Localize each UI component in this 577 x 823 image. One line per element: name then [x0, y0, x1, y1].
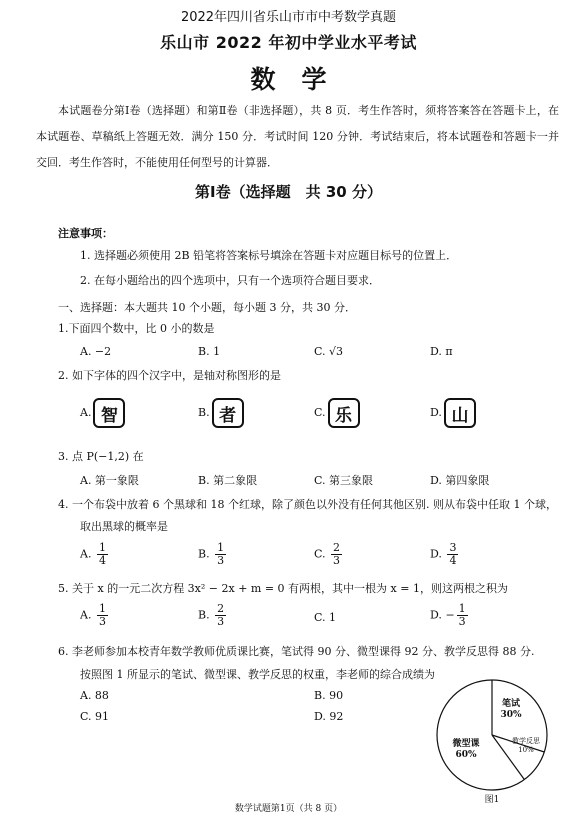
denominator: 3 — [98, 615, 106, 628]
option-label: C. — [314, 547, 326, 561]
question-5-text: 5. 关于 x 的一元二次方程 3x² − 2x + m = 0 有两根，其中一根为 x = 1，则这两根之积为 — [58, 582, 508, 595]
option-label: D. — [430, 406, 442, 419]
denominator: 3 — [217, 554, 225, 567]
option-label: A. — [80, 608, 92, 622]
q3-option-c: C. 第三象限 — [314, 474, 374, 487]
q4-option-b — [198, 542, 228, 567]
question-6-text-cont: 按照图 1 所显示的笔试、微型课、教学反思的权重，李老师的综合成绩为 — [80, 668, 435, 681]
option-value: 1 — [329, 611, 337, 624]
fraction — [215, 603, 226, 628]
option-label: C. — [314, 611, 326, 624]
question-4-text-cont: 取出黑球的概率是 — [80, 520, 168, 533]
option-label: C. — [314, 406, 326, 419]
fraction — [97, 542, 108, 567]
calligraphy-glyph-image: 山 — [444, 398, 476, 428]
option-label: B. — [198, 547, 210, 561]
source-title: 2022年四川省乐山市市中考数学真题 — [180, 10, 397, 25]
numerator: 1 — [217, 541, 225, 554]
pie-label-micro-lesson — [444, 739, 488, 761]
q5-option-a — [80, 603, 110, 628]
denominator: 4 — [98, 554, 106, 567]
denominator: 3 — [333, 554, 341, 567]
q6-option-a: A. 88 — [80, 689, 109, 702]
slice-percent: 10% — [518, 746, 534, 754]
slice-name: 教学反思 — [512, 737, 540, 745]
fraction — [447, 542, 458, 567]
fraction — [97, 603, 108, 628]
numerator: 2 — [333, 541, 341, 554]
note-item: 2. 在每小题给出的四个选项中，只有一个选项符合题目要求． — [80, 274, 380, 287]
q4-option-a — [80, 542, 110, 567]
q5-option-b — [198, 603, 228, 628]
q2-option-a — [80, 398, 125, 428]
q3-option-b: B. 第二象限 — [198, 474, 258, 487]
pie-chart — [434, 677, 550, 793]
pie-label-reflection — [504, 737, 548, 755]
question-1-text: 1.下面四个数中，比 0 小的数是 — [58, 322, 215, 335]
page-footer: 数学试题第1页（共 8 页） — [234, 804, 343, 814]
q3-option-a: A. 第一象限 — [80, 474, 139, 487]
numerator: 2 — [217, 602, 225, 615]
q6-option-c: C. 91 — [80, 710, 110, 723]
option-label: A. — [80, 406, 92, 419]
slice-percent: 30% — [500, 710, 522, 720]
figure-1 — [434, 677, 550, 817]
denominator: 3 — [217, 615, 225, 628]
figure-caption: 图1 — [484, 795, 500, 805]
option-label: A. — [80, 547, 92, 561]
q2-option-d — [430, 398, 476, 428]
q5-option-c — [314, 611, 336, 624]
q4-option-d — [430, 542, 460, 567]
note-item: 1. 选择题必须使用 2B 铅笔将答案标号填涂在答题卡对应题目标号的位置上． — [80, 249, 458, 262]
numerator: 1 — [98, 541, 106, 554]
numerator: 1 — [458, 602, 466, 615]
question-3-text: 3. 点 P(−1,2) 在 — [58, 450, 144, 463]
calligraphy-glyph-image: 乐 — [328, 398, 360, 428]
q1-option-c: C. √3 — [314, 345, 344, 358]
exam-instructions: 本试题卷分第Ⅰ卷（选择题）和第Ⅱ卷（非选择题），共 8 页．考生作答时，须将答案答在答题卡上，在本试题卷、草稿纸上答题无效．满分 150 分．考试时间 120 分钟．考试结束后，将本试题卷和答题卡一并交回．考生作答时，不能使用任何型号的计算器． — [36, 104, 559, 169]
subject-title: 数学 — [250, 65, 353, 94]
denominator: 3 — [458, 615, 466, 628]
option-label: D. — [430, 608, 442, 622]
pie-label-written-test — [492, 699, 530, 721]
denominator: 4 — [449, 554, 457, 567]
option-label: B. — [198, 608, 210, 622]
option-label: B. — [198, 406, 210, 419]
q1-option-a: A. −2 — [80, 345, 112, 358]
q6-option-d: D. 92 — [314, 710, 344, 723]
slice-percent: 60% — [455, 750, 477, 760]
numerator: 3 — [449, 541, 457, 554]
q6-option-b: B. 90 — [314, 689, 344, 702]
calligraphy-glyph-image: 者 — [212, 398, 244, 428]
fraction — [457, 603, 468, 628]
q1-option-d: D. π — [430, 345, 453, 358]
section-title: 第Ⅰ卷（选择题 共 30 分） — [195, 183, 382, 201]
calligraphy-glyph-image: 智 — [93, 398, 125, 428]
question-2-text: 2. 如下字体的四个汉字中，是轴对称图形的是 — [58, 369, 281, 382]
slice-name: 微型课 — [452, 739, 480, 749]
exam-title: 乐山市 2022 年初中学业水平考试 — [160, 33, 417, 52]
q5-option-d — [430, 603, 470, 628]
q2-option-c — [314, 398, 360, 428]
slice-name: 笔试 — [501, 699, 520, 709]
fraction — [215, 542, 226, 567]
question-4-text: 4. 一个布袋中放着 6 个黑球和 18 个红球，除了颜色以外没有任何其他区别. 则从布袋中任取 1 个球， — [58, 498, 557, 511]
part-heading: 一、选择题：本大题共 10 个小题，每小题 3 分，共 30 分． — [58, 301, 356, 314]
option-label: D. — [430, 547, 442, 561]
q2-option-b — [198, 398, 244, 428]
q3-option-d: D. 第四象限 — [430, 474, 490, 487]
numerator: 1 — [98, 602, 106, 615]
q1-option-b: B. 1 — [198, 345, 221, 358]
fraction — [331, 542, 342, 567]
notes-heading: 注意事项： — [58, 227, 113, 240]
negative-sign: − — [445, 608, 455, 622]
q4-option-c — [314, 542, 344, 567]
question-6-text: 6. 李老师参加本校青年数学教师优质课比赛，笔试得 90 分、微型课得 92 分、教学反思得 88 分. — [58, 645, 535, 658]
